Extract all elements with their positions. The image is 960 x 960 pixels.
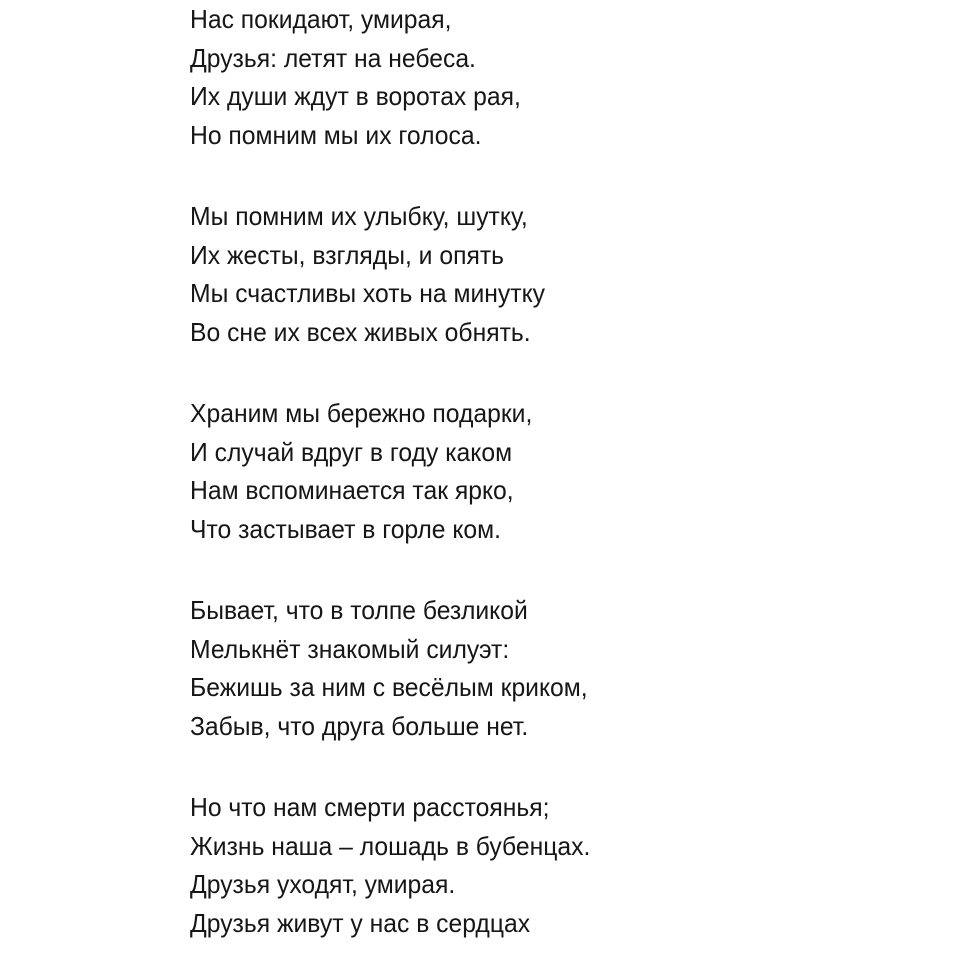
stanza-spacer	[190, 351, 874, 394]
stanza-spacer	[190, 548, 874, 591]
stanza-5	[190, 788, 874, 942]
poem-line: Бывает, что в толпе безликой	[190, 595, 528, 625]
poem-line: Нас покидают, умирая,	[190, 4, 452, 34]
poem-text	[190, 0, 874, 942]
poem-line: Друзья живут у нас в сердцах	[190, 907, 531, 938]
poem-line: Их жесты, взгляды, и опять	[190, 239, 505, 270]
stanza-3	[190, 394, 874, 548]
stanza-4	[190, 591, 874, 745]
poem-line: Мелькнёт знакомый силуэт:	[190, 633, 510, 664]
stanza-spacer	[190, 154, 874, 197]
stanza-spacer	[190, 745, 874, 788]
poem-line: Во сне их всех живых обнять.	[190, 316, 531, 347]
poem-line: Бежишь за ним с весёлым криком,	[190, 672, 588, 702]
poem-line: Забыв, что друга больше нет.	[190, 710, 529, 741]
poem-line: Друзья: летят на небеса.	[190, 42, 476, 73]
poem-line: Друзья уходят, умирая.	[190, 869, 456, 899]
poem-line: Что застывает в горле ком.	[190, 513, 502, 544]
poem-line: Храним мы бережно подарки,	[190, 398, 533, 428]
stanza-1	[190, 0, 874, 154]
poem-line: Мы счастливы хоть на минутку	[190, 278, 546, 308]
poem-line: Их души ждут в воротах рая,	[190, 81, 521, 111]
poem-line: Нам вспоминается так ярко,	[190, 475, 514, 505]
stanza-2	[190, 197, 874, 351]
poem-line: Но что нам смерти расстоянья;	[190, 792, 550, 822]
poem-line: Мы помним их улыбку, шутку,	[190, 201, 528, 231]
poem-line: Жизнь наша – лошадь в бубенцах.	[190, 830, 591, 861]
poem-line: И случай вдруг в году каком	[190, 436, 513, 467]
poem-line: Но помним мы их голоса.	[190, 119, 482, 150]
